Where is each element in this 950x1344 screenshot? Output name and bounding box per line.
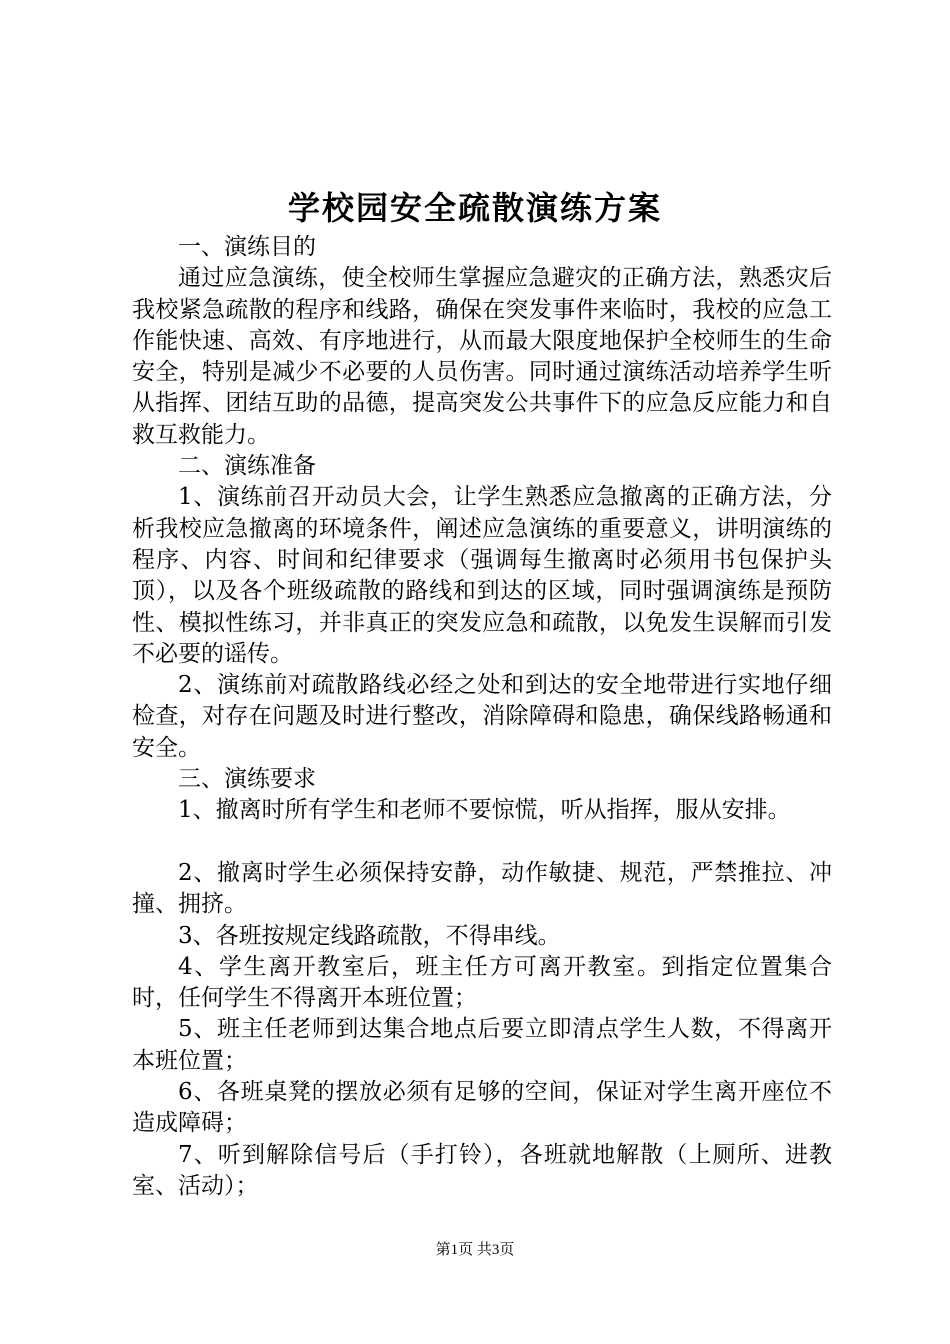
paragraph: 1、撤离时所有学生和老师不要惊慌，听从指挥，服从安排。 <box>178 797 791 824</box>
section-heading: 三、演练要求 <box>178 766 316 793</box>
paragraph: 5、班主任老师到达集合地点后要立即清点学生人数，不得离开本班位置； <box>132 1016 832 1074</box>
paragraph: 3、各班按规定线路疏散，不得串线。 <box>178 922 561 949</box>
section-heading: 二、演练准备 <box>178 453 316 480</box>
page-footer: 第1页 共3页 <box>435 1242 515 1258</box>
paragraph: 1、演练前召开动员大会，让学生熟悉应急撤离的正确方法，分析我校应急撤离的环境条件，阐述应急演练的重要意义，讲明演练的程序、内容、时间和纪律要求（强调每生撤离时必须用书包保护头顶），以及各个班级疏散的路线和到达的区域，同时强调演练是预防性、模拟性练习，并非真正的突发应急和疏散，以免发生误解而引发不必要的谣传。 <box>132 484 832 667</box>
page-title: 学校园安全疏散演练方案 <box>287 189 662 227</box>
paragraph: 2、演练前对疏散路线必经之处和到达的安全地带进行实地仔细检查，对存在问题及时进行整改，消除障碍和隐患，确保线路畅通和安全。 <box>132 672 832 761</box>
document-body <box>132 232 832 1202</box>
paragraph: 通过应急演练，使全校师生掌握应急避灾的正确方法，熟悉灾后我校紧急疏散的程序和线路，确保在突发事件来临时，我校的应急工作能快速、高效、有序地进行，从而最大限度地保护全校师生的生命安全，特别是减少不必要的人员伤害。同时通过演练活动培养学生听从指挥、团结互助的品德，提高突发公共事件下的应急反应能力和自救互救能力。 <box>132 265 832 448</box>
paragraph: 2、撤离时学生必须保持安静，动作敏捷、规范，严禁推拉、冲撞、拥挤。 <box>132 859 832 918</box>
paragraph: 4、学生离开教室后，班主任方可离开教室。到指定位置集合时，任何学生不得离开本班位置； <box>132 953 832 1012</box>
blank-line <box>132 827 832 858</box>
paragraph: 7、听到解除信号后（手打铃），各班就地解散（上厕所、进教室、活动）； <box>132 1141 832 1199</box>
section-heading: 一、演练目的 <box>178 234 316 260</box>
paragraph: 6、各班桌凳的摆放必须有足够的空间，保证对学生离开座位不造成障碍； <box>132 1079 832 1137</box>
